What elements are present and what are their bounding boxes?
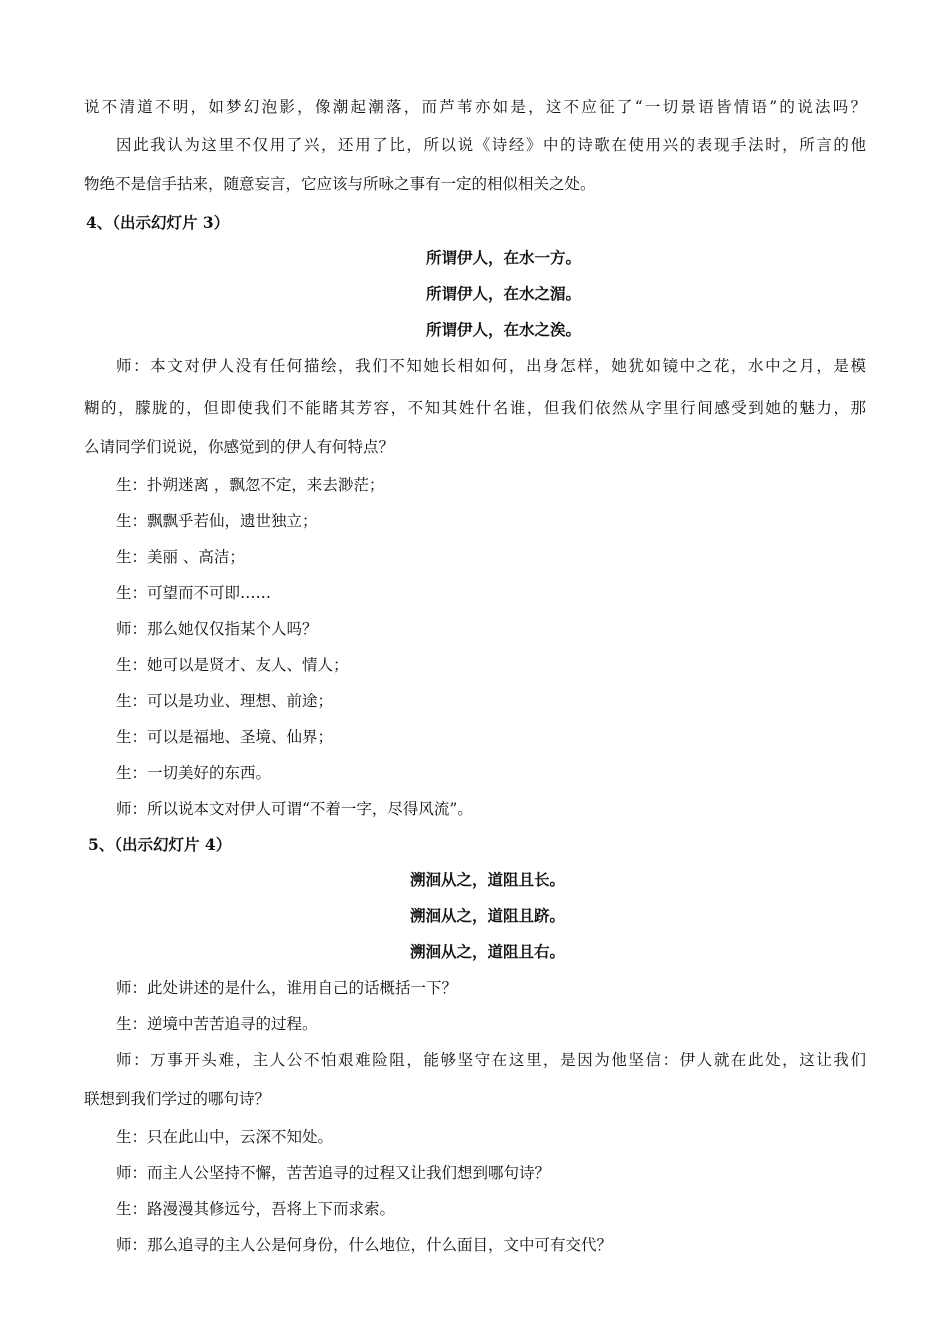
dialogue-line: 生：飘飘乎若仙，遗世独立；: [116, 512, 318, 530]
dialogue-line: 生：她可以是贤才、友人、情人；: [116, 656, 349, 674]
teacher-line: 糊的，朦胧的，但即使我们不能睹其芳容，不知其姓什名谁，但我们依然从字里行间感受到她的魅力，那: [84, 399, 866, 417]
poem-line: 溯洄从之，道阻且跻。: [410, 906, 566, 925]
poem-line: 溯洄从之，道阻且长。: [410, 870, 566, 889]
poem-line: 所谓伊人，在水之涘。: [426, 320, 582, 339]
section-5-heading: 5、（出示幻灯片 4）: [88, 835, 232, 854]
dialogue-line: 生：可望而不可即……: [116, 584, 272, 602]
teacher-line: 师：本文对伊人没有任何描绘，我们不知她长相如何，出身怎样，她犹如镜中之花，水中之月，是模: [116, 357, 866, 375]
conclusion-line-1: 因此我认为这里不仅用了兴，还用了比，所以说《诗经》中的诗歌在使用兴的表现手法时，所言的他: [116, 136, 866, 154]
conclusion-line-2: 物绝不是信手拈来，随意妄言，它应该与所咏之事有一定的相似相关之处。: [84, 175, 596, 193]
dialogue-line: 生：只在此山中，云深不知处。: [116, 1128, 334, 1146]
dialogue-line: 师：那么她仅仅指某个人吗？: [116, 620, 318, 638]
teacher-line: 师：万事开头难，主人公不怕艰难险阻，能够坚守在这里，是因为他坚信：伊人就在此处，这让我们: [116, 1051, 866, 1069]
dialogue-line: 生：可以是福地、圣境、仙界；: [116, 728, 334, 746]
dialogue-line: 师：而主人公坚持不懈，苦苦追寻的过程又让我们想到哪句诗？: [116, 1164, 551, 1182]
dialogue-line: 生：逆境中苦苦追寻的过程。: [116, 1015, 318, 1033]
dialogue-line: 师：所以说本文对伊人可谓“不着一字，尽得风流”。: [116, 800, 473, 818]
dialogue-line: 师：那么追寻的主人公是何身份，什么地位，什么面目，文中可有交代？: [116, 1236, 613, 1254]
dialogue-line: 生：一切美好的东西。: [116, 764, 272, 782]
dialogue-line: 生：美丽 、高洁；: [116, 548, 245, 566]
dialogue-line: 生：路漫漫其修远兮，吾将上下而求索。: [116, 1200, 396, 1218]
teacher-line: 么请同学们说说，你感觉到的伊人有何特点？: [84, 438, 395, 456]
dialogue-line: 生：可以是功业、理想、前途；: [116, 692, 334, 710]
section-4-heading: 4、（出示幻灯片 3）: [86, 213, 230, 232]
teacher-line: 联想到我们学过的哪句诗？: [84, 1090, 271, 1108]
poem-line: 所谓伊人，在水一方。: [426, 248, 582, 267]
poem-line: 所谓伊人，在水之湄。: [426, 284, 582, 303]
dialogue-line: 师：此处讲述的是什么，谁用自己的话概括一下？: [116, 979, 458, 997]
dialogue-line: 生：扑朔迷离 ，飘忽不定，来去渺茫；: [116, 476, 385, 494]
poem-line: 溯洄从之，道阻且右。: [410, 942, 566, 961]
intro-line: 说不清道不明，如梦幻泡影，像潮起潮落，而芦苇亦如是，这不应征了“一切景语皆情语”的说法吗？: [84, 98, 866, 116]
